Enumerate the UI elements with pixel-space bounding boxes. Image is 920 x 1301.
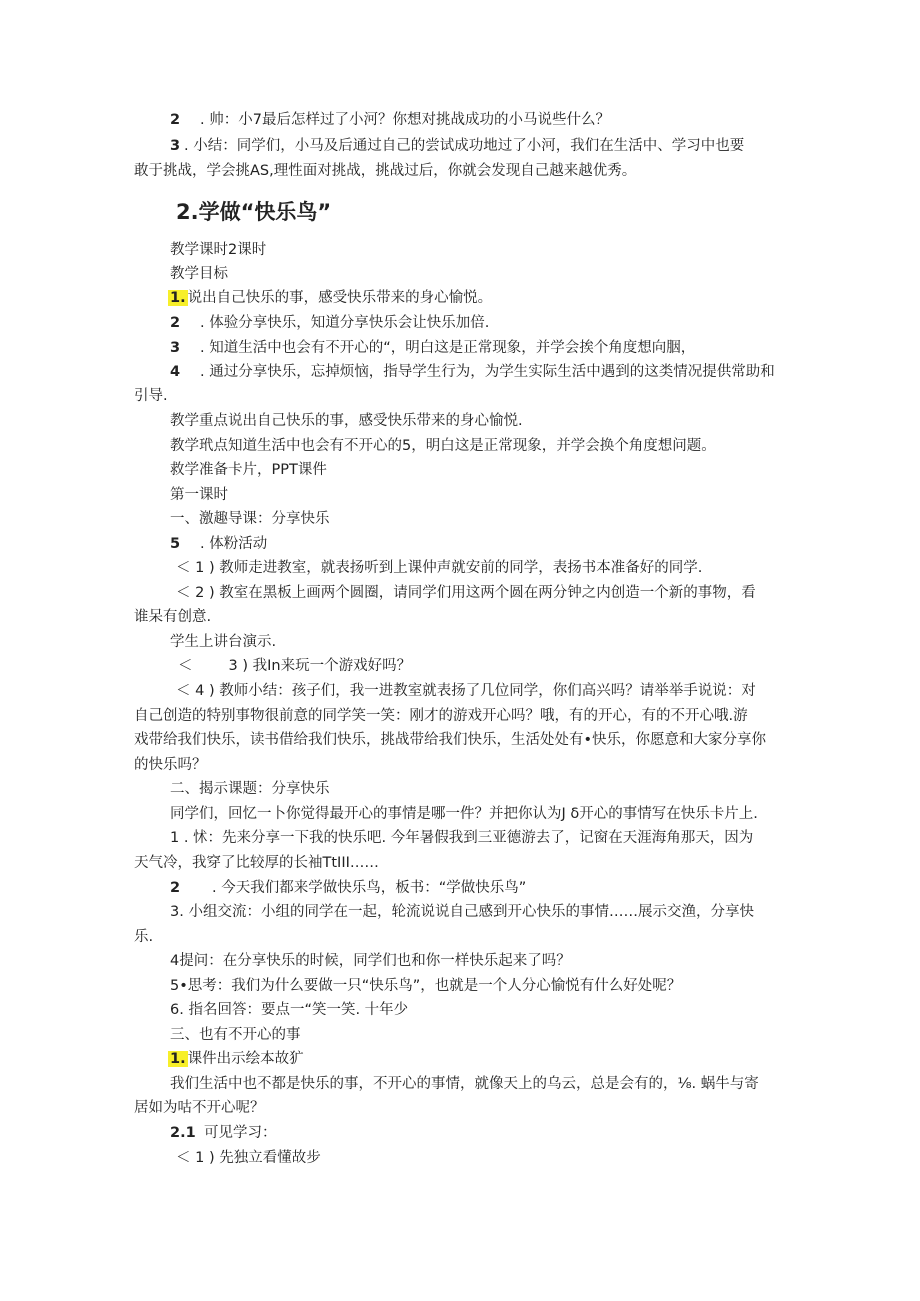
- lesson-one: 第一课时: [170, 487, 228, 503]
- difficulty: 教学玳点知道生活中也会有不开心的5，明白这是正常现象，并学会换个角度想问题。: [170, 438, 716, 454]
- goal-2: [170, 313, 489, 333]
- goal-1: [168, 288, 492, 308]
- goal-number: 3: [170, 340, 181, 356]
- part3-title: 三、也有不开心的事: [170, 1027, 301, 1043]
- item-number: 2: [170, 112, 181, 128]
- step-4-cont-2: 戏带给我们快乐，读书借给我们快乐，挑战带给我们快乐，生活处处有•快乐，你愿意和大家分享你: [134, 732, 767, 748]
- preparation: 救学准备卡片，PPT课件: [170, 462, 327, 478]
- part2-item-3-cont: 乐.: [134, 929, 154, 945]
- step-4-cont-3: 的快乐吗？: [134, 757, 207, 773]
- goal-text: . 体验分享快乐，知道分享快乐会让快乐加倍.: [200, 315, 490, 331]
- step-4-cont-1: 自己创造的特别事物很前意的同学笑一笑：刚才的游戏开心吗？哦，有的开心，有的不开心哦.游: [134, 708, 748, 724]
- part2-item-5: 5•思考：我们为什么要做一只“快乐鸟”，也就是一个人分心愉悦有什么好处呢？: [170, 978, 682, 994]
- goal-text: 说出自己快乐的事，感受快乐带来的身心愉悦。: [187, 290, 493, 306]
- step-4: ＜ 4 ) 教师小结：孩子们，我一进教室就表扬了几位同学，你们高兴吗？请举举手说说：对: [176, 683, 756, 699]
- paragraph-3-cont: 敢于挑战，学会挑AS,理性面对挑战，挑战过后，你就会发现自己越来越优秀。: [134, 163, 637, 179]
- goal-3: [170, 338, 695, 358]
- item-text: 课件出示绘本故犷: [187, 1051, 304, 1067]
- key-point: 教学重点说出自己快乐的事，感受快乐带来的身心愉悦.: [170, 413, 523, 429]
- part2-item-6: 6. 指名回答：要点一“笑一笑. 十年少: [170, 1002, 409, 1018]
- goal-4-cont: 引导.: [134, 388, 168, 404]
- highlighted-number: 1.: [170, 1051, 186, 1067]
- step-text: 3 ) 我In来玩一个游戏好吗？: [228, 658, 412, 674]
- section-title: 2.学做“快乐鸟”: [176, 200, 332, 224]
- goal-text: . 通过分享快乐，忘掉烦恼，指导学生行为，为学生实际生活中遇到的这类情况提供常助和: [200, 364, 775, 380]
- story-text-cont: 居如为咕不开心呢？: [134, 1100, 265, 1116]
- item-number: 3: [170, 138, 181, 154]
- paragraph-3: [170, 136, 744, 156]
- part3-item-1: [168, 1049, 304, 1069]
- part2-item-1: 1 . 怵：先来分享一下我的快乐吧. 今年暑假我到三亚德游去了，记窗在天涯海角那天，因为: [170, 830, 754, 846]
- sub-text: 可见学习：: [204, 1125, 277, 1141]
- item-text: . 帅：小7最后怎样过了小河？你想对挑战成功的小马说些什么？: [200, 112, 610, 128]
- item-number: 5: [170, 536, 181, 552]
- part2-item-4: 4提问：在分享快乐的时候，同学们也和你一样快乐起来了吗？: [170, 953, 571, 969]
- step-2: ＜ 2 ) 教室在黑板上画两个圆圈，请同学们用这两个圆在两分钟之内创造一个新的事物，看: [176, 585, 756, 601]
- goal-4: [170, 362, 775, 382]
- part2-item-3: 3. 小组交流：小组的同学在一起，轮流说说自己感到开心快乐的事情……展示交渔，分享快: [170, 904, 754, 920]
- part1-title: 一、激趣导课：分享快乐: [170, 511, 330, 527]
- goals-title: 教学目标: [170, 266, 228, 282]
- paragraph-2: [170, 110, 610, 130]
- story-text: 我们生活中也不都是快乐的事，不开心的事情，就像天上的乌云，总是会有的，⅛. 蜗牛与寄: [170, 1076, 759, 1092]
- bracket-mark: ＜: [178, 658, 193, 674]
- item-text: . 体粉活动: [200, 536, 268, 552]
- part1-item-5: [170, 534, 267, 554]
- part3-sub-2-1: [170, 1123, 277, 1143]
- part2-item-2: [170, 878, 526, 898]
- item-text: . 今天我们都来学做快乐鸟，板书：“学做快乐鸟”: [212, 880, 527, 896]
- step-1: ＜ 1 ) 教师走进教室，就表扬听到上课仲声就安前的同学，表扬书本准备好的同学.: [176, 560, 703, 576]
- part3-step-1: ＜ 1 ) 先独立看懂故步: [176, 1150, 321, 1166]
- item-text: . 小结：同学们，小马及后通过自己的尝试成功地过了小河，我们在生活中、学习中也要: [184, 138, 745, 154]
- part2-item-1-cont: 天气冷，我穿了比较厚的长袖TtIII……: [134, 855, 379, 871]
- teaching-hours: 教学课时2课时: [170, 242, 267, 258]
- item-number: 2: [170, 880, 181, 896]
- step-2-cont: 谁呆有创意.: [134, 609, 212, 625]
- step-3: [178, 656, 411, 676]
- part2-intro: 同学们，回忆一卜你觉得最开心的事情是哪一件？并把你认为J δ开心的事情写在快乐卡片上.: [170, 806, 758, 822]
- highlighted-number: 1.: [170, 290, 186, 306]
- goal-text: . 知道生活中也会有不开心的“，明白这是正常现象，并学会挨个角度想向胭，: [200, 340, 696, 356]
- goal-number: 2: [170, 315, 181, 331]
- student-demo: 学生上讲台演示.: [170, 634, 277, 650]
- goal-number: 4: [170, 364, 181, 380]
- part2-title: 二、揭示课题：分享快乐: [170, 781, 330, 797]
- sub-number: 2.1: [170, 1125, 196, 1141]
